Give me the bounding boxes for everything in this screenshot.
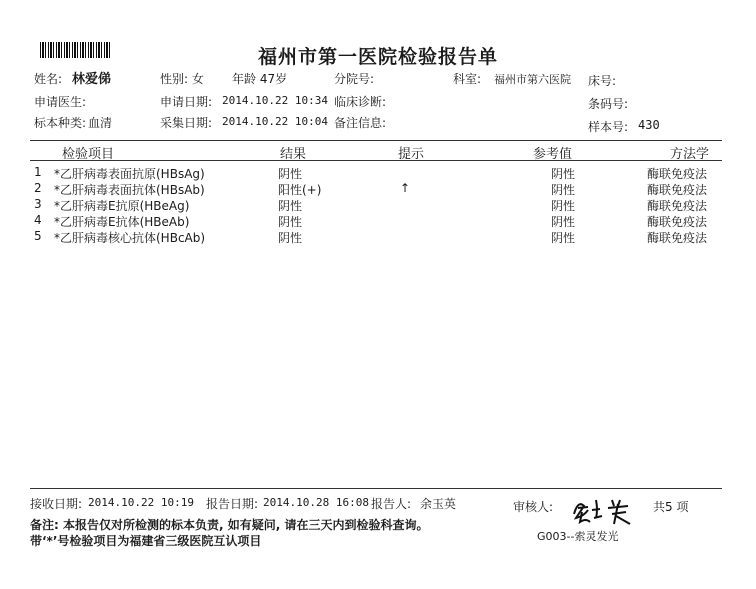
row-result: 阴性 <box>278 199 303 213</box>
table-row <box>0 229 756 245</box>
apply-date-label: 申请日期: <box>160 95 213 109</box>
row-ref: 阴性 <box>551 215 576 229</box>
diagnosis-label: 临床诊断: <box>334 95 387 109</box>
report-title: 福州市第一医院检验报告单 <box>257 46 498 68</box>
row-result: 阳性(+) <box>278 183 322 197</box>
col-header-item: 检验项目 <box>62 147 115 162</box>
patient-name: 林爱俤 <box>72 72 112 87</box>
col-header-hint: 提示 <box>398 147 425 162</box>
row-result: 阴性 <box>278 167 303 181</box>
row-number: 2 <box>34 181 42 195</box>
ward-label: 分院号: <box>334 72 375 86</box>
report-date: 2014.10.28 16:08 <box>263 496 369 509</box>
row-item: *乙肝病毒核心抗体(HBcAb) <box>54 231 206 245</box>
dept-label: 科室: <box>453 72 482 86</box>
receive-date: 2014.10.22 10:19 <box>88 496 194 509</box>
row-number: 5 <box>34 229 42 243</box>
row-ref: 阴性 <box>551 199 576 213</box>
row-item: *乙肝病毒E抗体(HBeAb) <box>54 215 190 229</box>
row-item: *乙肝病毒表面抗体(HBsAb) <box>54 183 205 197</box>
row-item: *乙肝病毒表面抗原(HBsAg) <box>54 167 205 181</box>
col-header-result: 结果 <box>280 147 307 162</box>
name-label: 姓名: <box>34 72 63 86</box>
specimen-label: 标本种类: <box>34 116 87 130</box>
row-hint-arrow: ↑ <box>400 181 411 195</box>
reporter-name: 余玉英 <box>420 497 457 511</box>
row-ref: 阴性 <box>551 183 576 197</box>
table-header-rule <box>30 160 722 161</box>
reviewer-label: 审核人: <box>513 500 554 514</box>
row-method: 酶联免疫法 <box>647 183 708 197</box>
row-item: *乙肝病毒E抗原(HBeAg) <box>54 199 190 213</box>
row-number: 4 <box>34 213 42 227</box>
doctor-label: 申请医生: <box>34 95 87 109</box>
row-ref: 阴性 <box>551 231 576 245</box>
report-date-label: 报告日期: <box>206 497 259 511</box>
reviewer-signature <box>568 492 640 532</box>
receive-date-label: 接收日期: <box>30 497 83 511</box>
col-header-ref: 参考值 <box>533 147 573 162</box>
row-ref: 阴性 <box>551 167 576 181</box>
table-row <box>0 197 756 213</box>
col-header-method: 方法学 <box>670 147 710 162</box>
sample-value: 430 <box>638 118 660 132</box>
collect-date: 2014.10.22 10:04 <box>222 115 328 128</box>
bed-label: 床号: <box>588 74 617 88</box>
row-result: 阴性 <box>278 231 303 245</box>
table-row <box>0 213 756 229</box>
specimen-value: 血清 <box>88 116 113 130</box>
table-row <box>0 165 756 181</box>
apply-date: 2014.10.22 10:34 <box>222 94 328 107</box>
row-method: 酶联免疫法 <box>647 215 708 229</box>
table-top-rule <box>30 140 722 141</box>
row-result: 阴性 <box>278 215 303 229</box>
row-number: 1 <box>34 165 42 179</box>
footnote-disclaimer: 备注: 本报告仅对所检测的标本负责, 如有疑问, 请在三天内到检验科查询。 <box>30 518 429 532</box>
patient-sex: 性别: 女 <box>160 72 204 86</box>
collect-date-label: 采集日期: <box>160 116 213 130</box>
row-method: 酶联免疫法 <box>647 231 708 245</box>
footer-rule <box>30 488 722 489</box>
patient-age: 年龄 47岁 <box>232 72 288 86</box>
row-method: 酶联免疫法 <box>647 167 708 181</box>
table-row <box>0 181 756 197</box>
row-number: 3 <box>34 197 42 211</box>
barcode-label: 条码号: <box>588 97 629 111</box>
item-total: 共5 项 <box>653 500 689 514</box>
reporter-label: 报告人: <box>371 497 412 511</box>
dept-value: 福州市第六医院 <box>494 73 571 86</box>
row-method: 酶联免疫法 <box>647 199 708 213</box>
sample-label: 样本号: <box>588 120 629 134</box>
footnote-mutual-recognition: 带‘*’号检验项目为福建省三级医院互认项目 <box>30 534 262 548</box>
remark-label: 备注信息: <box>334 116 387 130</box>
reviewer-code: G003--索灵发光 <box>537 530 619 543</box>
